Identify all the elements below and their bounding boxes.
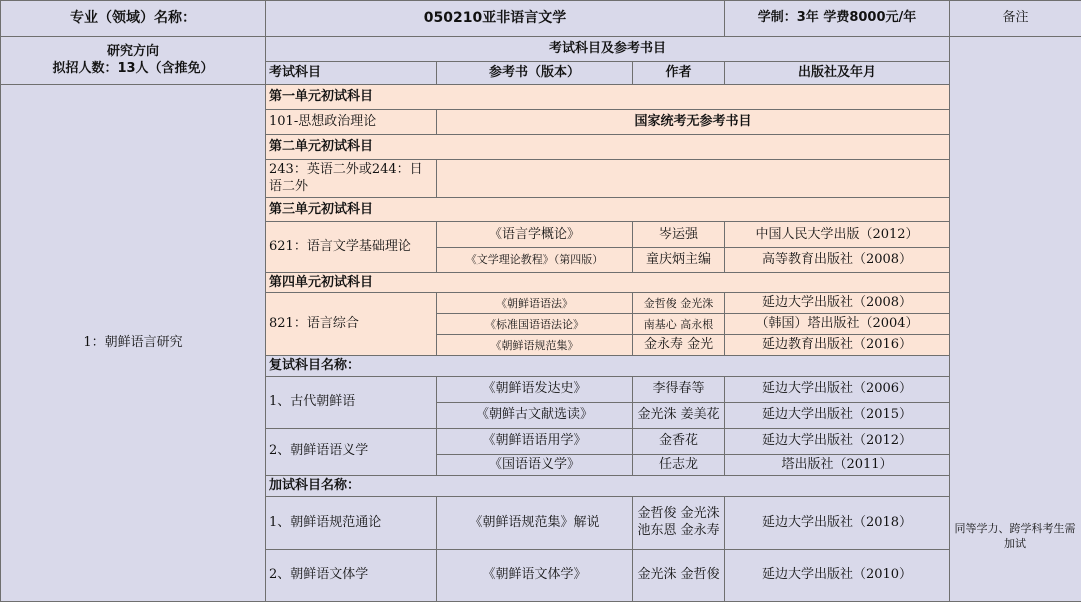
major-label: 专业（领域）名称： [1,1,266,37]
extra-publisher: 延边大学出版社（2018） [725,496,950,549]
extra-subject: 1、朝鲜语规范通论 [266,496,437,549]
major-name: 050210亚非语言文学 [266,1,725,37]
direction-header-cell [1,37,266,85]
retest-book: 《国语语义学》 [437,454,633,475]
unit3-author: 童庆炳主编 [633,248,725,273]
unit4-author: 金哲俊 金光洙 [633,293,725,314]
retest-title: 复试科目名称： [266,356,950,376]
retest-author: 金光洙 姜美花 [633,402,725,428]
unit1-note: 国家统考无参考书目 [437,110,950,135]
unit3-author: 岑运强 [633,222,725,248]
exam-books-title: 考试科目及参考书目 [266,37,950,62]
unit3-publisher: 高等教育出版社（2008） [725,248,950,273]
unit4-publisher: 延边大学出版社（2008） [725,293,950,314]
extra-subject: 2、朝鲜语文体学 [266,549,437,601]
duration-fee: 学制：3年 学费8000元/年 [725,1,950,37]
retest-publisher: 延边大学出版社（2012） [725,428,950,454]
unit2-subject: 243：英语二外或244：日语二外 [266,160,437,198]
unit4-author: 金永寿 金光 [633,335,725,356]
extra-book: 《朝鲜语文体学》 [437,549,633,601]
retest-publisher: 塔出版社（2011） [725,454,950,475]
direction-label: 研究方向 [106,44,159,60]
unit4-book: 《标准国语语法论》 [437,314,633,335]
extra-title: 加试科目名称： [266,475,950,496]
retest-author: 任志龙 [633,454,725,475]
unit3-subject: 621：语言文学基础理论 [266,222,437,273]
unit4-author: 南基心 高永根 [633,314,725,335]
retest-publisher: 延边大学出版社（2015） [725,402,950,428]
unit4-title: 第四单元初试科目 [266,273,950,293]
retest-book: 《朝鲜语发达史》 [437,376,633,402]
remarks-header: 备注 [950,1,1081,37]
unit1-title: 第一单元初试科目 [266,85,950,110]
unit4-publisher: 延边教育出版社（2016） [725,335,950,356]
extra-author: 金光洙 金哲俊 [633,549,725,601]
retest-book: 《朝鲜语语用学》 [437,428,633,454]
remark-note: 同等学力、跨学科考生需加试 [954,522,1076,550]
retest-publisher: 延边大学出版社（2006） [725,376,950,402]
retest-author: 李得春等 [633,376,725,402]
col-subject-header: 考试科目 [266,62,437,85]
unit1-subject: 101-思想政治理论 [266,110,437,135]
unit2-empty [437,160,950,198]
unit3-title: 第三单元初试科目 [266,198,950,222]
remark-column [950,37,1081,602]
col-author-header: 作者 [633,62,725,85]
retest-subject: 2、朝鲜语语义学 [266,428,437,475]
unit3-book: 《语言学概论》 [437,222,633,248]
unit4-book: 《朝鲜语规范集》 [437,335,633,356]
col-publisher-header: 出版社及年月 [725,62,950,85]
unit3-book: 《文学理论教程》（第四版） [437,248,633,273]
col-book-header: 参考书（版本） [437,62,633,85]
retest-author: 金香花 [633,428,725,454]
enrollment-count: 拟招人数：13人（含推免） [52,60,214,76]
unit4-subject: 821：语言综合 [266,293,437,356]
research-direction: 1：朝鲜语言研究 [1,85,266,602]
extra-author: 金哲俊 金光洙 池东恩 金永寿 [633,496,725,549]
extra-publisher: 延边大学出版社（2010） [725,549,950,601]
unit3-publisher: 中国人民大学出版（2012） [725,222,950,248]
unit2-title: 第二单元初试科目 [266,135,950,160]
retest-book: 《朝鲜古文献选读》 [437,402,633,428]
unit4-publisher: （韩国）塔出版社（2004） [725,314,950,335]
unit4-book: 《朝鲜语语法》 [437,293,633,314]
extra-book: 《朝鲜语规范集》解说 [437,496,633,549]
retest-subject: 1、古代朝鲜语 [266,376,437,428]
